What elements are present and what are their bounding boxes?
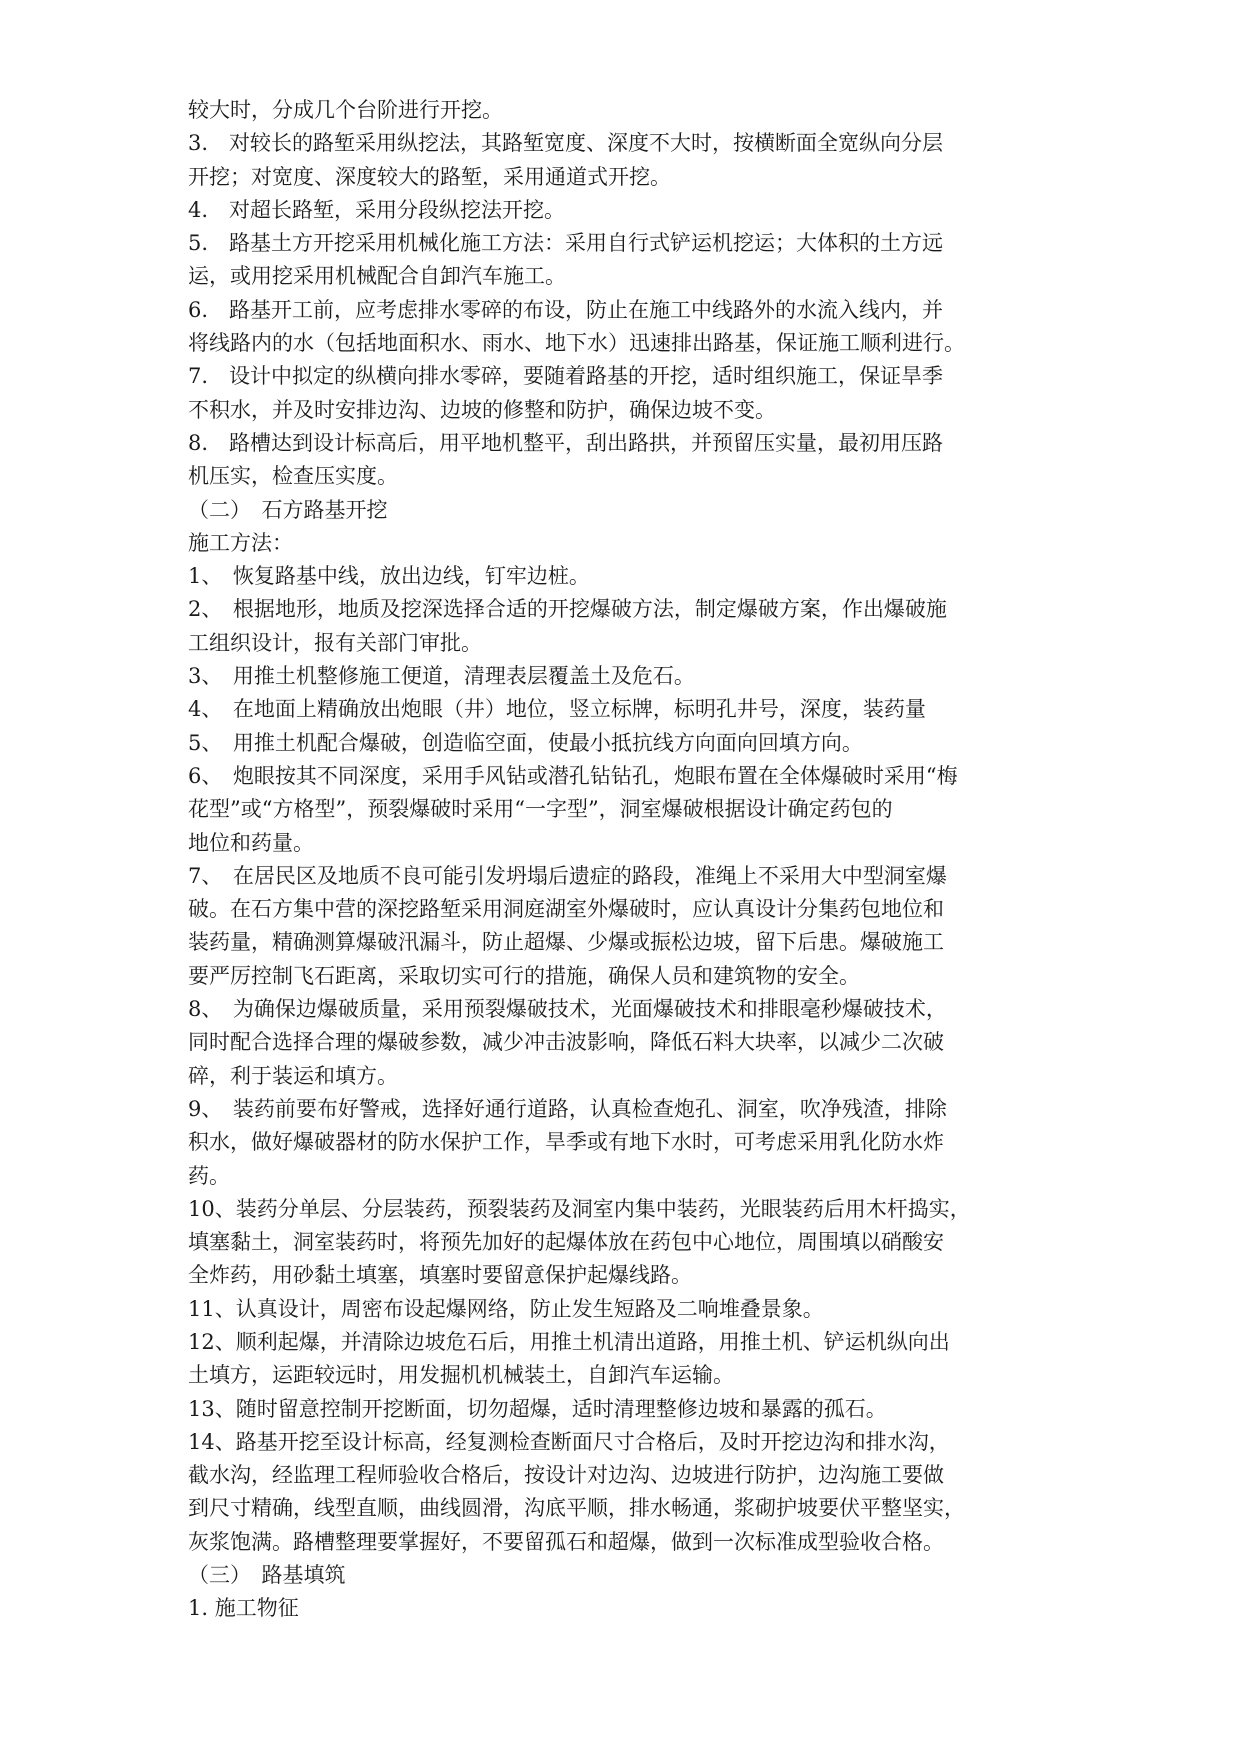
text-line: 装药量，精确测算爆破汛漏斗，防止超爆、少爆或振松边坡，留下后患。爆破施工 xyxy=(188,930,944,955)
text-line: 工组织设计，报有关部门审批。 xyxy=(188,630,482,655)
text-line: 开挖；对宽度、深度较大的路堑，采用通道式开挖。 xyxy=(188,164,671,189)
section-heading: （三） 路基填筑 xyxy=(188,1563,346,1588)
text-line: 13、随时留意控制开挖断面，切勿超爆，适时清理整修边坡和暴露的孤石。 xyxy=(188,1396,887,1421)
text-line: 运，或用挖采用机械配合自卸汽车施工。 xyxy=(188,264,566,289)
text-line: 地位和药量。 xyxy=(188,830,314,855)
text-line: 5. 路基土方开挖采用机械化施工方法：采用自行式铲运机挖运；大体积的土方远 xyxy=(188,231,944,256)
text-line: 6. 路基开工前，应考虑排水零碎的布设，防止在施工中线路外的水流入线内，并 xyxy=(188,297,944,322)
text-line: 4. 对超长路堑，采用分段纵挖法开挖。 xyxy=(188,197,566,222)
text-line: 花型”或“方格型”，预裂爆破时采用“一字型”，洞室爆破根据设计确定药包的 xyxy=(188,797,893,822)
text-line: 破。在石方集中营的深挖路堑采用洞庭湖室外爆破时，应认真设计分集药包地位和 xyxy=(188,897,944,922)
text-line: 11、认真设计，周密布设起爆网络，防止发生短路及二响堆叠景象。 xyxy=(188,1296,824,1321)
text-line: 1. 施工物征 xyxy=(188,1596,299,1621)
text-line: 7. 设计中拟定的纵横向排水零碎，要随着路基的开挖，适时组织施工，保证旱季 xyxy=(188,364,944,389)
text-line: 10、装药分单层、分层装药，预裂装药及洞室内集中装药，光眼装药后用木杆捣实， xyxy=(188,1196,971,1221)
text-line: 1、 恢复路基中线，放出边线，钉牢边桩。 xyxy=(188,564,590,589)
text-line: 14、路基开挖至设计标高，经复测检查断面尺寸合格后，及时开挖边沟和排水沟， xyxy=(188,1429,950,1454)
text-line: 2、 根据地形，地质及挖深选择合适的开挖爆破方法，制定爆破方案，作出爆破施 xyxy=(188,597,947,622)
text-line: 土填方，运距较远时，用发掘机机械装土，自卸汽车运输。 xyxy=(188,1363,734,1388)
document-body xyxy=(188,94,1078,1626)
text-line: 同时配合选择合理的爆破参数，减少冲击波影响，降低石料大块率，以减少二次破 xyxy=(188,1030,944,1055)
text-line: 全炸药，用砂黏土填塞，填塞时要留意保护起爆线路。 xyxy=(188,1263,692,1288)
text-line: 4、 在地面上精确放出炮眼（井）地位，竖立标牌，标明孔井号，深度，装药量 xyxy=(188,697,926,722)
text-line: 机压实，检查压实度。 xyxy=(188,464,398,489)
text-line: 3、 用推土机整修施工便道，清理表层覆盖土及危石。 xyxy=(188,664,695,689)
text-line: 灰浆饱满。路槽整理要掌握好，不要留孤石和超爆，做到一次标准成型验收合格。 xyxy=(188,1529,944,1554)
text-line: 药。 xyxy=(188,1163,230,1188)
text-line: 要严厉控制飞石距离，采取切实可行的措施，确保人员和建筑物的安全。 xyxy=(188,963,860,988)
text-line: 填塞黏土，洞室装药时，将预先加好的起爆体放在药包中心地位，周围填以硝酸安 xyxy=(188,1230,944,1255)
text-line: 不积水，并及时安排边沟、边坡的修整和防护，确保边坡不变。 xyxy=(188,397,776,422)
text-line: 8. 路槽达到设计标高后，用平地机整平，刮出路拱，并预留压实量，最初用压路 xyxy=(188,430,944,455)
text-line: 将线路内的水（包括地面积水、雨水、地下水）迅速排出路基，保证施工顺利进行。 xyxy=(188,331,965,356)
text-line: 较大时，分成几个台阶进行开挖。 xyxy=(188,98,503,122)
text-line: 7、 在居民区及地质不良可能引发坍塌后遗症的路段，准绳上不采用大中型洞室爆 xyxy=(188,863,947,888)
text-line: 积水，做好爆破器材的防水保护工作，旱季或有地下水时，可考虑采用乳化防水炸 xyxy=(188,1130,944,1155)
text-line: 5、 用推土机配合爆破，创造临空面，使最小抵抗线方向面向回填方向。 xyxy=(188,730,863,755)
text-line: 8、 为确保边爆破质量，采用预裂爆破技术，光面爆破技术和排眼毫秒爆破技术， xyxy=(188,997,947,1022)
text-line: 9、 装药前要布好警戒，选择好通行道路，认真检查炮孔、洞室，吹净残渣，排除 xyxy=(188,1096,947,1121)
text-line: 碎，利于装运和填方。 xyxy=(188,1063,398,1088)
text-line: 到尺寸精确，线型直顺，曲线圆滑，沟底平顺，排水畅通，浆砌护坡要伏平整坚实， xyxy=(188,1496,965,1521)
text-line: 6、 炮眼按其不同深度，采用手风钻或潜孔钻钻孔，炮眼布置在全体爆破时采用“梅 xyxy=(188,763,958,788)
text-line: 12、顺利起爆，并清除边坡危石后，用推土机清出道路，用推土机、铲运机纵向出 xyxy=(188,1329,950,1354)
text-line: 截水沟，经监理工程师验收合格后，按设计对边沟、边坡进行防护，边沟施工要做 xyxy=(188,1463,944,1488)
text-line: 施工方法： xyxy=(188,530,293,555)
text-line: 3. 对较长的路堑采用纵挖法，其路堑宽度、深度不大时，按横断面全宽纵向分层 xyxy=(188,131,944,156)
section-heading: （二） 石方路基开挖 xyxy=(188,497,388,522)
